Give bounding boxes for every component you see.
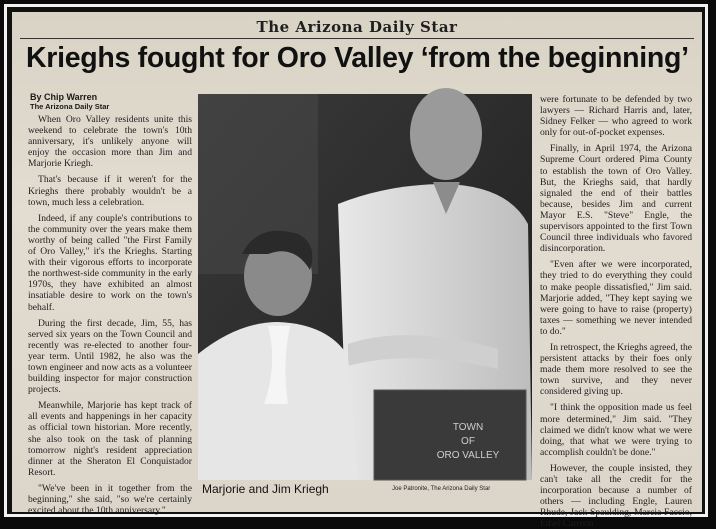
headline: Krieghs fought for Oro Valley ‘from the beginning’ [26,42,689,74]
photo-caption: Marjorie and Jim Kriegh [202,482,329,496]
photo-illustration [198,94,532,480]
paragraph: were fortunate to be defended by two lawyers — Richard Harris and, later, Sidney Felker — who agreed to work only for out-of-pocket expenses. [540,94,692,139]
paragraph: "Even after we were incorporated, they tried to do everything they could to make people dissatisfied," Jim said. Marjorie added, "They kept saying we were going to have to raise (property) taxes — something we never intended to do." [540,259,692,337]
left-article-column [28,114,192,517]
paragraph: However, the couple insisted, they can't take all the credit for the incorporation because a number of others — including Engle, Lauren Rhude, Jack Spaulding, Marcia Faccio, Ethel Carreon [540,462,692,529]
photo-krieghs [198,94,532,480]
photo-credit: Joe Patronite, The Arizona Daily Star [392,486,491,492]
masthead-rule [20,38,694,39]
right-article-column [540,94,692,529]
man-head [410,88,482,180]
paragraph: In retrospect, the Krieghs agreed, the persistent attacks by their foes only made them more resolved to see the town survive, and they never considered giving up. [540,341,692,398]
newspaper-clipping [12,12,702,529]
byline-outlet: The Arizona Daily Star [30,102,110,111]
paragraph: "I think the opposition made us feel more determined," Jim said. "They claimed we didn't know what we were doing, that what we were trying to accomplish couldn't be done." [540,402,692,458]
paragraph: When Oro Valley residents unite this weekend to celebrate the town's 10th anniversary, it's unlikely anyone will enjoy the occasion more than Jim and Marjorie Kriegh. [28,114,192,170]
town-sign [374,390,526,480]
paragraph: That's because if it weren't for the Krieghs there probably wouldn't be a town, much less a celebration. [28,174,192,208]
paragraph: During the first decade, Jim, 55, has served six years on the Town Council and recently was re-elected to another four-year term. Until 1982, he also was the town engineer and now acts as a volunteer building inspector for major construction projects. [28,317,192,396]
byline-author: By Chip Warren [30,92,98,102]
paragraph: "We've been in it together from the beginning," she said, "so we're certainly excited about the 10th anniversary." [28,482,192,517]
paragraph: Indeed, if any couple's contributions to the community over the years make them worthy of being called "the First Family of Oro Valley," it's the Krieghs. Starting with their vigorous efforts to incorporate the northwest-side community in the early 1970s, they have exhibited an almost insatiable desire to work on the town's behalf. [28,212,192,313]
paragraph: Meanwhile, Marjorie has kept track of all events and happenings in her capacity as official town historian. More recently, she also took on the task of planning tomorrow night's resident appreciation dinner at the Sheraton El Conquistador Resort. [28,400,192,478]
masthead: The Arizona Daily Star [256,18,458,36]
paragraph: Finally, in April 1974, the Arizona Supreme Court ordered Pima County to establish the town of Oro Valley. But, the Krieghs said, that hardly signaled the end of their battles because, besides Jim and current Mayor E.S. "Steve" Engle, the supervisors appointed to the first Town Council three individuals who favored disincorporation. [540,143,692,255]
byline [30,92,109,112]
sign-text-line: OF [461,436,475,447]
sign-text-line: TOWN [452,422,484,433]
sign-text-line: ORO VALLEY [436,450,500,461]
